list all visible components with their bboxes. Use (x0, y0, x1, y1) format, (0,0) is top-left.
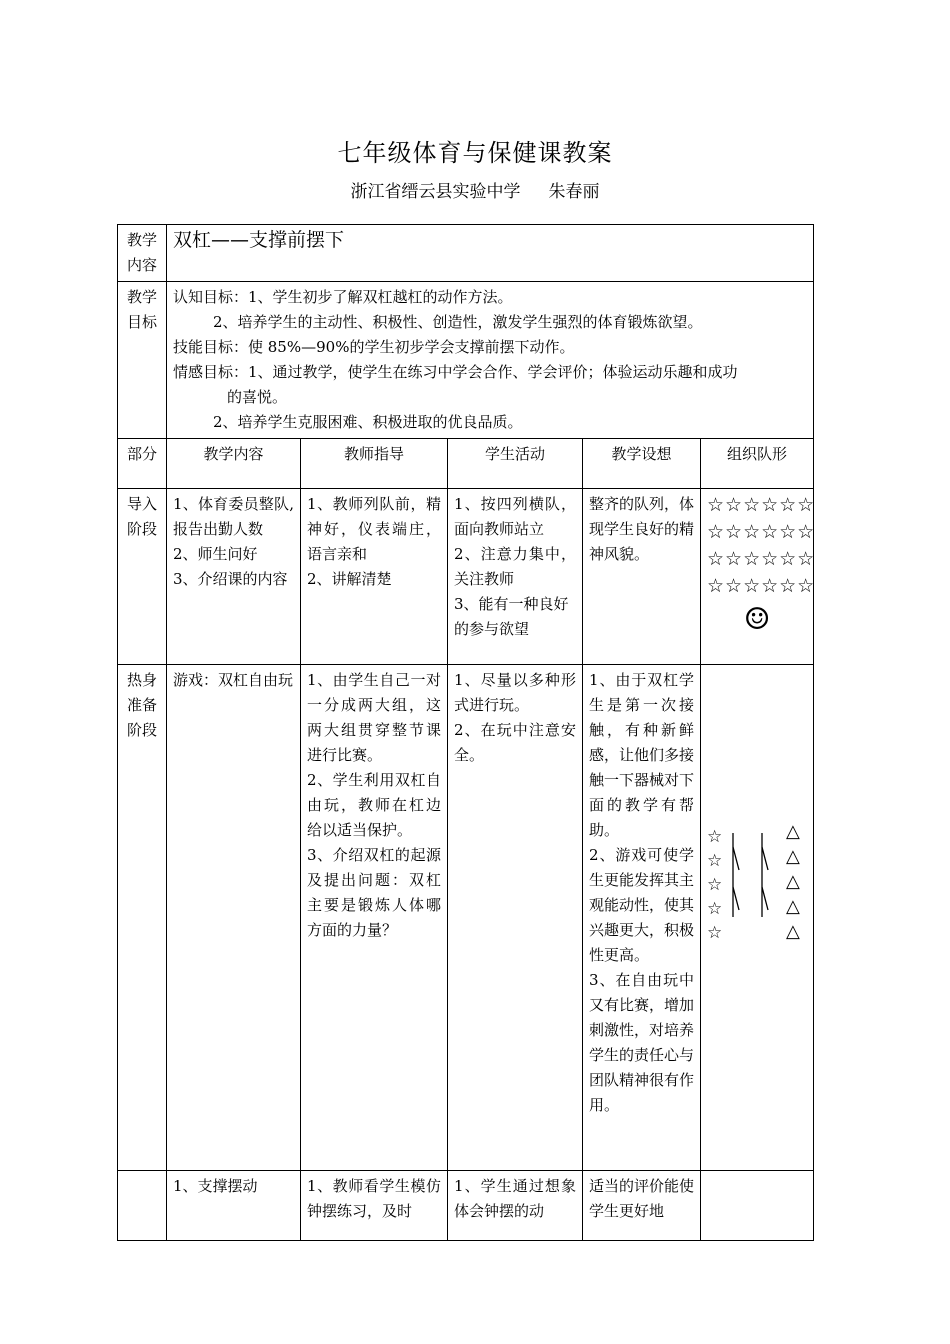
student-row (707, 519, 816, 546)
school-name: 浙江省缙云县实验中学 (350, 182, 521, 202)
formation-diagram (701, 665, 814, 1171)
part-label: 热身准备阶段 (118, 665, 167, 1171)
topic-row (118, 225, 814, 282)
goal-line: 情感目标：1、通过教学，使学生在练习中学会合作、学会评价；体验运动乐趣和成功 (173, 363, 738, 381)
header-formation: 组织队形 (701, 439, 814, 489)
goal-line: 的喜悦。 (227, 388, 288, 406)
goals-content (167, 282, 814, 439)
cell-activity: 1、按四列横队，面向教师站立 2、注意力集中，关注教师 3、能有一种良好 的参与欲望 (448, 489, 583, 665)
goal-line: 认知目标：1、学生初步了解双杠越杠的动作方法。 (173, 288, 513, 306)
topic-label: 教学内容 (118, 225, 167, 282)
student-star-icon: ☆ (707, 875, 723, 895)
group-column (786, 821, 800, 942)
header-activity: 学生活动 (448, 439, 583, 489)
teacher-icon: ☺ (743, 602, 771, 637)
cell-guide: 1、教师看学生模仿钟摆练习，及时 (301, 1171, 448, 1241)
cell-content: 1、支撑摆动 (167, 1171, 301, 1241)
student-star-icon: ☆ (707, 827, 723, 847)
parallel-bars-icon (733, 833, 768, 917)
student-row (707, 546, 816, 573)
cell-content: 游戏：双杠自由玩 (167, 665, 301, 1171)
formation-diagram (701, 489, 814, 665)
student-star-icons: ☆☆☆☆☆☆ (707, 521, 816, 543)
author-line (0, 177, 950, 202)
table-row (118, 1171, 814, 1241)
header-guide: 教师指导 (301, 439, 448, 489)
student-column (707, 827, 722, 943)
header-content: 教学内容 (167, 439, 301, 489)
cell-design: 1、由于双杠学生是第一次接触，有种新鲜感，让他们多接触一下器械对下面的教学有帮助。 2、游戏可使学生更能发挥其主观能动性，使其兴趣更大，积极性更高。 3、在自由玩中又有比赛，增加刺激性，对培养学生的责任心与团队精神很有作用。 (583, 665, 701, 1171)
student-star-icons: ☆☆☆☆☆☆ (707, 494, 816, 516)
goals-label: 教学目标 (118, 282, 167, 439)
group-triangle-icon: △ (786, 921, 800, 942)
cell-formation (701, 1171, 814, 1241)
lesson-plan-table (117, 224, 814, 1241)
cell-design: 适当的评价能使学生更好地 (583, 1171, 701, 1241)
group-triangle-icon: △ (786, 896, 800, 917)
student-row (707, 573, 816, 600)
goal-line: 2、培养学生克服困难、积极进取的优良品质。 (213, 413, 523, 431)
goals-row (118, 282, 814, 439)
group-triangle-icon: △ (786, 846, 800, 867)
student-star-icons: ☆☆☆☆☆☆ (707, 575, 816, 597)
cell-content: 1、体育委员整队,报告出勤人数 2、师生问好 3、介绍课的内容 (167, 489, 301, 665)
part-label: 导入阶段 (118, 489, 167, 665)
topic-value: 双杠——支撑前摆下 (167, 225, 814, 282)
goal-line: 技能目标：使 85%—90%的学生初步学会支撑前摆下动作。 (173, 338, 575, 356)
header-design: 教学设想 (583, 439, 701, 489)
student-star-icon: ☆ (707, 851, 723, 871)
group-triangle-icon: △ (786, 821, 800, 842)
header-row (118, 439, 814, 489)
goal-line: 2、培养学生的主动性、积极性、创造性，激发学生强烈的体育锻炼欲望。 (213, 313, 703, 331)
table-row (118, 489, 814, 665)
student-star-icon: ☆ (707, 899, 723, 919)
cell-guide: 1、由学生自己一对一分成两大组，这两大组贯穿整节课进行比赛。 2、学生利用双杠自由玩，教师在杠边给以适当保护。 3、介绍双杠的起源及提出问题：双杠主要是锻炼人体哪方面的力量？ (301, 665, 448, 1171)
student-row (707, 492, 816, 519)
student-star-icons: ☆☆☆☆☆☆ (707, 548, 816, 570)
part-label (118, 1171, 167, 1241)
cell-activity: 1、学生通过想象体会钟摆的动 (448, 1171, 583, 1241)
student-star-icon: ☆ (707, 923, 723, 943)
teacher-name: 朱春丽 (548, 182, 600, 202)
cell-design: 整齐的队列，体现学生良好的精神风貌。 (583, 489, 701, 665)
cell-activity: 1、尽量以多种形式进行玩。 2、在玩中注意安全。 (448, 665, 583, 1171)
cell-guide: 1、教师列队前，精神好，仪表端庄，语言亲和 2、讲解清楚 (301, 489, 448, 665)
table-row (118, 665, 814, 1171)
group-triangle-icon: △ (786, 871, 800, 892)
page-title: 七年级体育与保健课教案 (337, 139, 613, 167)
parallel-bars-diagram (701, 665, 813, 1162)
header-part: 部分 (118, 439, 167, 489)
